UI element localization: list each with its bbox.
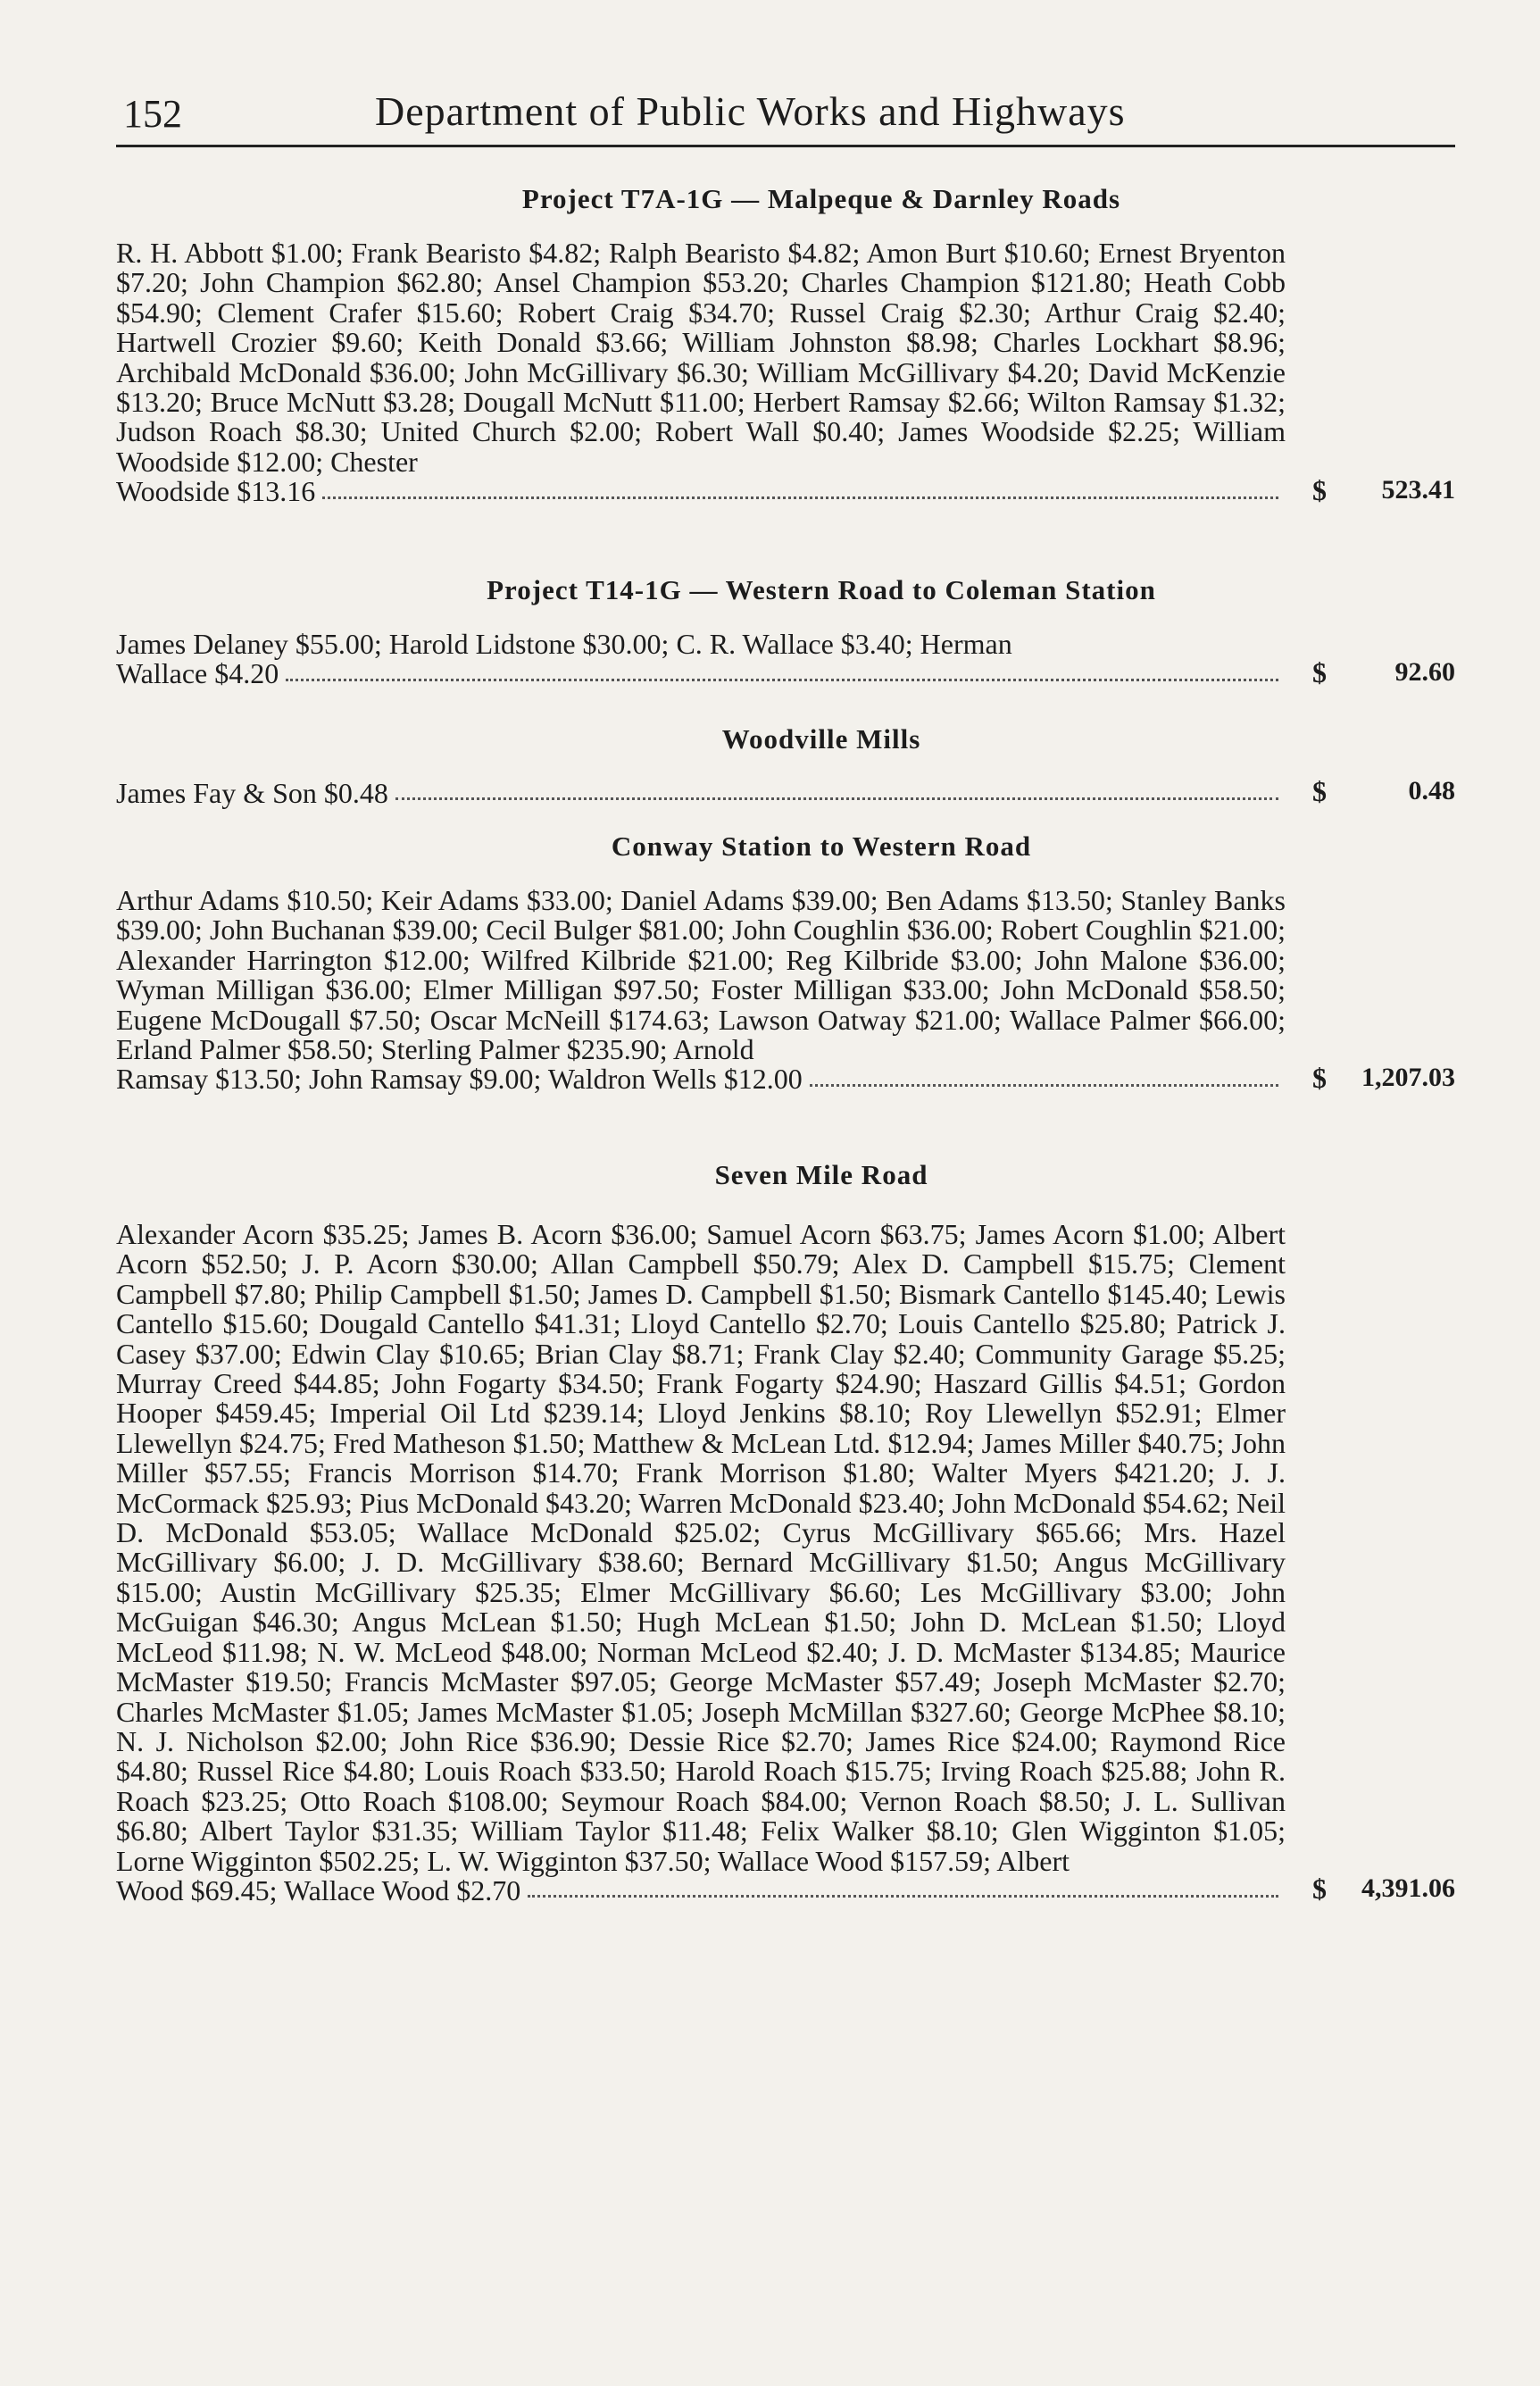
section-conway-station [116,830,1455,1095]
section-total: 0.48 [1408,776,1455,806]
section-body: James Delaney $55.00; Harold Lidstone $30.00; C. R. Wallace $3.40; Herman [116,628,1012,660]
last-line-text: James Fay & Son $0.48 [116,777,388,809]
section-total: 92.60 [1394,656,1455,687]
section-seven-mile-road [116,1159,1455,1906]
currency-sign: $ [1312,1061,1327,1094]
section-last-line [116,1873,1286,1906]
section-project-t7a-1g [116,183,1455,507]
section-last-line [116,779,1286,808]
currency-sign: $ [1312,473,1327,506]
section-body: R. H. Abbott $1.00; Frank Bearisto $4.82; Ralph Bearisto $4.82; Amon Burt $10.60; Ernest Bryenton $7.20; John Champion $62.80; Ansel Champion $53.20; Charles Champion $121.80; Heath Cobb $54.90; Clement Crafer $15.60; Robert Craig $34.70; Russel Craig $2.30; Arthur Craig $2.40; Hartwell Crozier $9.60; Keith Donald $3.66; William Johnston $8.98; Charles Lockhart $8.96; Archibald McDonald $36.00; John McGillivary $6.30; William McGillivary $4.20; David McKenzie $13.20; Bruce McNutt $3.28; Dougall McNutt $11.00; Herbert Ramsay $2.66; Wilton Ramsay $1.32; Judson Roach $8.30; United Church $2.00; Robert Wall $0.40; James Woodside $2.25; William Woodside $12.00; Chester [116,237,1286,478]
currency-sign: $ [1312,775,1327,808]
page-number: 152 [123,92,182,136]
last-line-text: Wood $69.45; Wallace Wood $2.70 [116,1873,521,1906]
section-total: 4,391.06 [1361,1873,1455,1904]
dot-leader [322,496,1278,499]
section-woodville-mills [116,723,1455,808]
running-header [116,82,1455,147]
dot-leader [810,1083,1278,1087]
section-total: 1,207.03 [1361,1062,1455,1092]
section-title: Seven Mile Road [714,1159,928,1190]
last-line-text: Wallace $4.20 [116,657,279,690]
last-line-text: Woodside $13.16 [116,475,316,508]
section-last-line [116,659,1286,688]
last-line-text: Ramsay $13.50; John Ramsay $9.00; Waldron Wells $12.00 [116,1063,803,1096]
section-body: Alexander Acorn $35.25; James B. Acorn $36.00; Samuel Acorn $63.75; James Acorn $1.00; Albert Acorn $52.50; J. P. Acorn $30.00; Allan Campbell $50.79; Alex D. Campbell $15.75; Clement Campbell $7.80; Philip Campbell $1.50; James D. Campbell $1.50; Bismark Cantello $145.40; Lewis Cantello $15.60; Dougald Cantello $41.31; Lloyd Cantello $2.70; Louis Cantello $25.80; Patrick J. Casey $37.00; Edwin Clay $10.65; Brian Clay $8.71; Frank Clay $2.40; Community Garage $5.25; Murray Creed $44.85; John Fogarty $34.50; Frank Fogarty $24.90; Haszard Gillis $4.51; Gordon Hooper $459.45; Imperial Oil Ltd $239.14; Lloyd Jenkins $8.10; Roy Llewellyn $52.91; Elmer Llewellyn $24.75; Fred Matheson $1.50; Matthew & McLean Ltd. $12.94; James Miller $40.75; John Miller $57.55; Francis Morrison $14.70; Frank Morrison $1.80; Walter Myers $421.20; J. J. McCormack $25.93; Pius McDonald $43.20; Warren McDonald $23.40; John McDonald $54.62; Neil D. McDonald $53.05; Wallace McDonald $25.02; Cyrus McGillivary $65.66; Mrs. Hazel McGillivary $6.00; J. D. McGillivary $38.60; Bernard McGillivary $1.50; Angus McGillivary $15.00; Austin McGillivary $25.35; Elmer McGillivary $6.60; Les McGillivary $3.00; John McGuigan $46.30; Angus McLean $1.50; Hugh McLean $1.50; John D. McLean $1.50; Lloyd McLeod $11.98; N. W. McLeod $48.00; Norman McLeod $2.40; J. D. McMaster $134.85; Maurice McMaster $19.50; Francis McMaster $97.05; George McMaster $57.49; Joseph McMaster $2.70; Charles McMaster $1.05; James McMaster $1.05; Joseph McMillan $327.60; George McPhee $8.10; N. J. Nicholson $2.00; John Rice $36.90; Dessie Rice $2.70; James Rice $24.00; Raymond Rice $4.80; Russel Rice $4.80; Louis Roach $33.50; Harold Roach $15.75; Irving Roach $25.88; John R. Roach $23.25; Otto Roach $108.00; Seymour Roach $84.00; Vernon Roach $8.50; J. L. Sullivan $6.80; Albert Taylor $31.35; William Taylor $11.48; Felix Walker $8.10; Glen Wigginton $1.05; Lorne Wigginton $502.25; L. W. Wigginton $37.50; Wallace Wood $157.59; Albert [116,1218,1286,1877]
currency-sign: $ [1312,655,1327,688]
dot-leader [395,797,1278,800]
section-title: Project T14-1G — Western Road to Coleman Station [487,574,1156,605]
section-last-line [116,477,1286,506]
section-body: Arthur Adams $10.50; Keir Adams $33.00; Daniel Adams $39.00; Ben Adams $13.50; Stanley Banks $39.00; John Buchanan $39.00; Cecil Bulger $81.00; John Coughlin $36.00; Robert Coughlin $21.00; Alexander Harrington $12.00; Wilfred Kilbride $21.00; Reg Kilbride $3.00; John Malone $36.00; Wyman Milligan $36.00; Elmer Milligan $97.50; Foster Milligan $33.00; John McDonald $58.50; Eugene McDougall $7.50; Oscar McNeill $174.63; Lawson Oatway $21.00; Wallace Palmer $66.00; Erland Palmer $58.50; Sterling Palmer $235.90; Arnold [116,884,1286,1066]
section-last-line [116,1064,1286,1094]
section-title: Project T7A-1G — Malpeque & Darnley Roads [521,183,1121,214]
section-title: Conway Station to Western Road [611,830,1032,862]
section-total: 523.41 [1381,474,1455,505]
dot-leader [528,1894,1278,1898]
dot-leader [286,678,1278,681]
section-project-t14-1g [116,574,1455,689]
section-title: Woodville Mills [721,723,921,755]
running-title: Department of Public Works and Highways [375,88,1126,134]
currency-sign: $ [1312,1873,1327,1906]
